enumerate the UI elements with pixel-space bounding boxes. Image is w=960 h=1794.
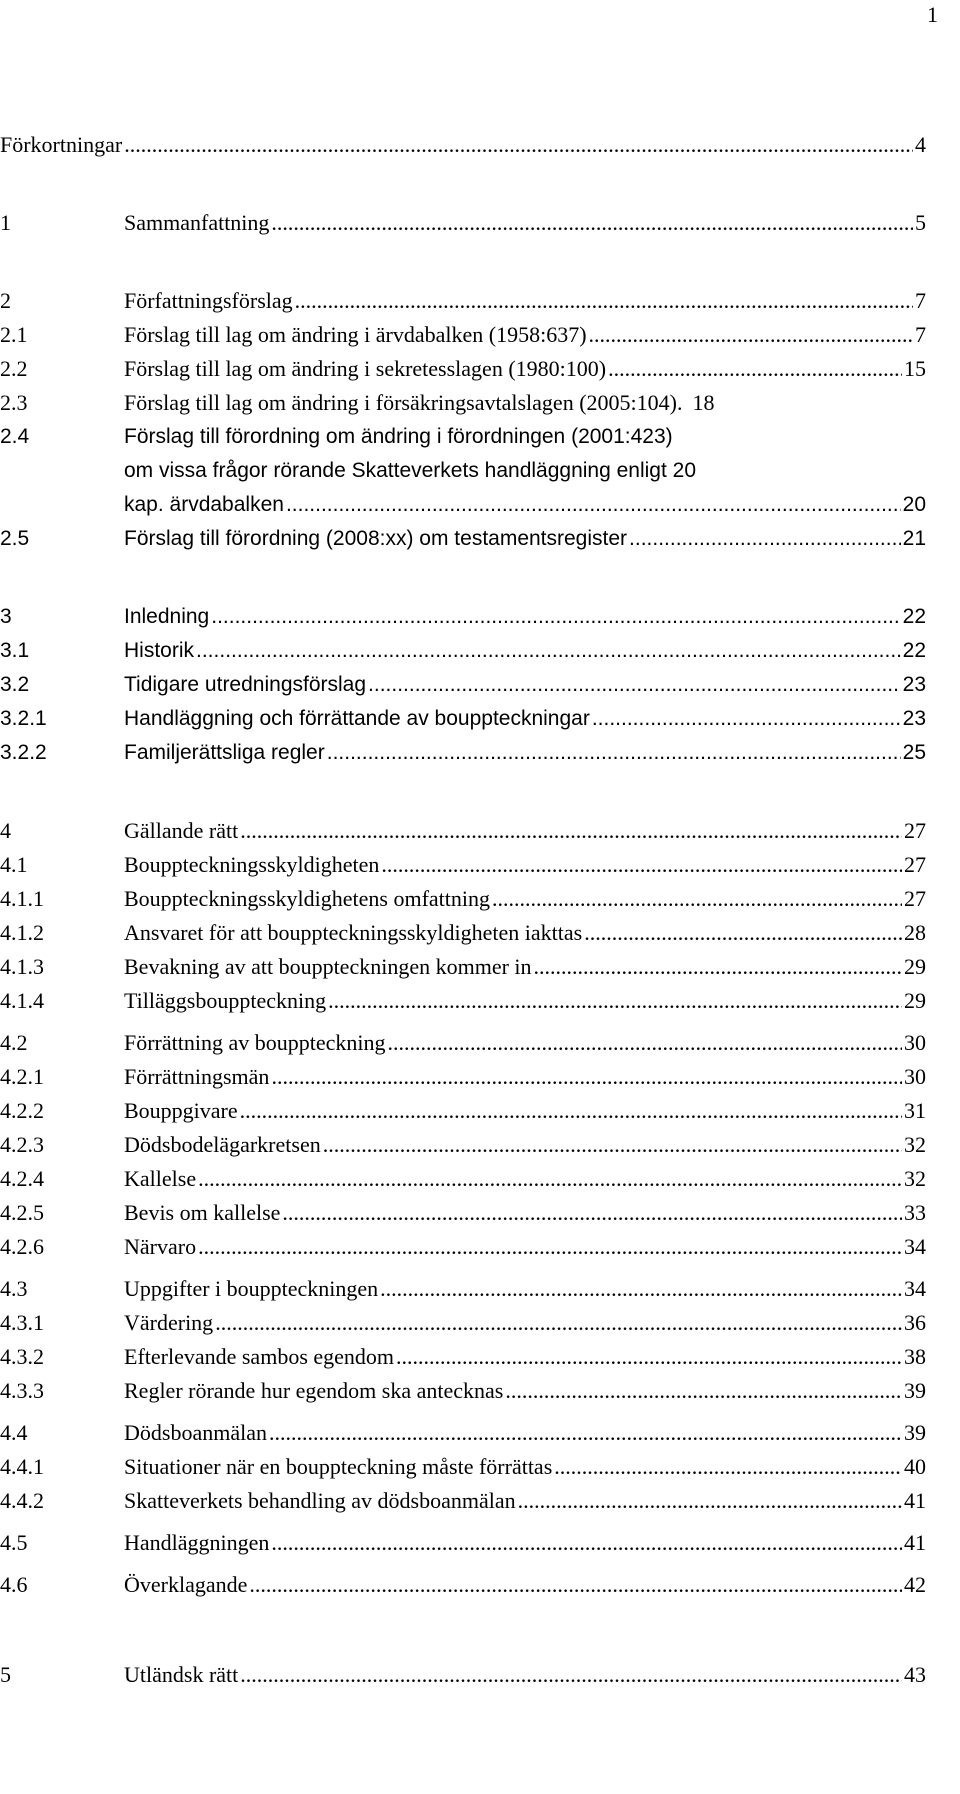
leader-dots: [196, 634, 901, 668]
toc-entry-title: Bevakning av att bouppteckningen kommer in: [124, 954, 532, 979]
toc-entry-title: Förkortningar: [0, 132, 123, 157]
toc-entry-title: Förrättning av bouppteckning: [124, 1030, 386, 1055]
toc-entry-page: 25: [902, 741, 926, 764]
toc-entry-title: Situationer när en bouppteckning måste förrättas: [124, 1454, 553, 1479]
toc-entry-number: 4.1.2: [0, 920, 44, 945]
toc-entry-page: 29: [904, 988, 926, 1013]
leader-dots: [584, 916, 902, 950]
toc-entry-page: 39: [904, 1378, 926, 1403]
toc-entry-page: 23: [902, 707, 926, 730]
toc-entry-title: Ansvaret för att bouppteckningsskyldigheten iakttas: [124, 920, 583, 945]
toc-entry-title: Dödsboanmälan: [124, 1420, 267, 1445]
toc-entry-page: 27: [904, 852, 926, 877]
toc-entry-4-3[interactable]: [0, 1272, 926, 1306]
leader-dots: [396, 1340, 902, 1374]
toc-entry-number: 5: [0, 1662, 11, 1687]
toc-entry-title: Historik: [124, 639, 195, 662]
toc-entry-4-4-1[interactable]: [0, 1450, 926, 1484]
leader-dots: [295, 284, 913, 318]
toc-entry-number: 4.4.2: [0, 1488, 44, 1513]
toc-entry-page: 21: [902, 527, 926, 550]
toc-entry-number: 4.2: [0, 1030, 28, 1055]
toc-entry-page: 32: [904, 1166, 926, 1191]
leader-dots: [215, 1306, 902, 1340]
toc-entry-number: 4.2.5: [0, 1200, 44, 1225]
toc-entry-title: Bouppteckningsskyldigheten: [124, 852, 380, 877]
toc-entry-4-2-6[interactable]: [0, 1230, 926, 1264]
toc-entry-page: 4: [915, 132, 926, 157]
toc-entry-number: 4: [0, 818, 11, 843]
toc-entry-2-2[interactable]: [0, 352, 926, 386]
toc-entry-number: 2.4: [0, 425, 30, 448]
toc-entry-title: Värdering: [124, 1310, 214, 1335]
toc-entry-4-2-3[interactable]: [0, 1128, 926, 1162]
leader-dots: [323, 1128, 902, 1162]
leader-dots: [271, 206, 913, 240]
toc-entry-page: 27: [904, 818, 926, 843]
toc-entry-4-1-1[interactable]: [0, 882, 926, 916]
toc-entry-page: 22: [902, 605, 926, 628]
toc-entry-2[interactable]: [0, 284, 926, 318]
toc-entry-title: Utländsk rätt: [124, 1662, 239, 1687]
toc-entry-number: 2.1: [0, 322, 28, 347]
toc-entry-4-5[interactable]: [0, 1526, 926, 1560]
toc-entry-number: 4.5: [0, 1530, 28, 1555]
toc-entry-title: Gällande rätt: [124, 818, 239, 843]
toc-entry-page: 31: [904, 1098, 926, 1123]
page-number: 1: [927, 2, 938, 27]
toc-entry-title: Förrättningsmän: [124, 1064, 270, 1089]
toc-entry-title: Författningsförslag: [124, 288, 293, 313]
leader-dots: [492, 882, 902, 916]
toc-entry-3-2-1[interactable]: [0, 702, 926, 736]
leader-dots: [328, 984, 902, 1018]
toc-entry-number: 4.2.2: [0, 1098, 44, 1123]
toc-entry-2-3[interactable]: [0, 386, 926, 420]
toc-entry-page: 5: [915, 210, 926, 235]
toc-entry-number: 4.1.1: [0, 886, 44, 911]
toc-entry-page: 36: [904, 1310, 926, 1335]
toc-entry-page: 34: [904, 1276, 926, 1301]
leader-dots: [505, 1374, 902, 1408]
toc-entry-3-2[interactable]: [0, 668, 926, 702]
toc-entry-3-1[interactable]: [0, 634, 926, 668]
toc-entry-page: 7: [915, 322, 926, 347]
toc-entry-title: Kallelse: [124, 1166, 197, 1191]
toc-entry-page: 42: [904, 1572, 926, 1597]
toc-entry-title: Bouppgivare: [124, 1098, 238, 1123]
toc-entry-number: 1: [0, 210, 11, 235]
leader-dots: [608, 352, 902, 386]
toc-entry-number: 3.2: [0, 673, 30, 696]
toc-entry-number: 4.3.3: [0, 1378, 44, 1403]
leader-dots: [629, 522, 901, 556]
toc-entry-title: Handläggningen: [124, 1530, 270, 1555]
toc-entry-number: 4.1: [0, 852, 28, 877]
leader-dots: [198, 1162, 902, 1196]
toc-entry-page: 23: [902, 673, 926, 696]
toc-entry-title: Familjerättsliga regler: [124, 741, 325, 764]
toc-entry-page: 41: [904, 1488, 926, 1513]
toc-entry-forkortningar[interactable]: [0, 128, 926, 162]
toc-entry-number: 4.2.1: [0, 1064, 44, 1089]
toc-entry-3[interactable]: [0, 600, 926, 634]
toc-entry-page: 33: [904, 1200, 926, 1225]
toc-entry-title-line-3: kap. ärvdabalken: [124, 493, 284, 516]
toc-entry-page: 40: [904, 1454, 926, 1479]
toc-entry-page: 27: [904, 886, 926, 911]
leader-dots: [589, 318, 913, 352]
leader-dots: [534, 950, 902, 984]
toc-entry-title: Överklagande: [124, 1572, 248, 1597]
leader-dots: [368, 668, 901, 702]
toc-entry-4-2-5[interactable]: [0, 1196, 926, 1230]
toc-entry-title: Efterlevande sambos egendom: [124, 1344, 395, 1369]
toc-entry-title: Inledning: [124, 605, 210, 628]
toc-entry-title: Bevis om kallelse: [124, 1200, 281, 1225]
toc-entry-4-1-4[interactable]: [0, 984, 926, 1018]
toc-entry-page: 30: [904, 1030, 926, 1055]
toc-entry-title: Skatteverkets behandling av dödsboanmälan: [124, 1488, 516, 1513]
toc-entry-page: 30: [904, 1064, 926, 1089]
toc-entry-title: Bouppteckningsskyldighetens omfattning: [124, 886, 491, 911]
toc-entry-number: 2.5: [0, 527, 30, 550]
leader-dots: [240, 1658, 902, 1692]
leader-dots: [271, 1060, 902, 1094]
leader-dots: [211, 600, 900, 634]
toc-entry-title: Förslag till förordning (2008:xx) om testamentsregister: [124, 527, 628, 550]
toc-entry-title: Tidigare utredningsförslag: [124, 673, 367, 696]
toc-entry-title: Sammanfattning: [124, 210, 270, 235]
leader-dots: [381, 848, 902, 882]
toc-entry-page: 20: [902, 493, 926, 516]
toc-entry-4[interactable]: [0, 814, 926, 848]
toc-entry-number: 4.6: [0, 1572, 28, 1597]
toc-entry-4-6[interactable]: [0, 1568, 926, 1602]
toc-entry-page: 22: [902, 639, 926, 662]
toc-entry-page: 15: [904, 356, 926, 381]
leader-dots: [240, 814, 902, 848]
toc-entry-title: Dödsbodelägarkretsen: [124, 1132, 321, 1157]
toc-entry-title: Handläggning och förrättande av bouppteckningar: [124, 707, 590, 730]
toc-entry-page: 18: [692, 390, 715, 415]
toc-entry-1[interactable]: [0, 206, 926, 240]
toc-entry-number: 3: [0, 605, 12, 628]
toc-entry-number: 4.1.4: [0, 988, 44, 1013]
toc-entry-4-3-1[interactable]: [0, 1306, 926, 1340]
toc-entry-number: 2.3: [0, 390, 28, 415]
toc-entry-4-1-3[interactable]: [0, 950, 926, 984]
toc-entry-title: Uppgifter i bouppteckningen: [124, 1276, 379, 1301]
leader-dots: [327, 736, 901, 770]
leader-dots: [240, 1094, 902, 1128]
toc-entry-number: 4.4.1: [0, 1454, 44, 1479]
toc-entry-title: Tilläggsbouppteckning: [124, 988, 327, 1013]
leader-dots: [380, 1272, 902, 1306]
leader-dots: [282, 1196, 902, 1230]
leader-dots: [198, 1230, 902, 1264]
toc-entry-number: 4.3: [0, 1276, 28, 1301]
toc-entry-2-5[interactable]: [0, 522, 926, 556]
toc-entry-4-1-2[interactable]: [0, 916, 926, 950]
toc-entry-number: 3.2.1: [0, 707, 47, 730]
toc-entry-3-2-2[interactable]: [0, 736, 926, 770]
leader-dots: [518, 1484, 902, 1518]
toc-entry-4-2-2[interactable]: [0, 1094, 926, 1128]
toc-entry-4-3-3[interactable]: [0, 1374, 926, 1408]
toc-entry-4-2-1[interactable]: [0, 1060, 926, 1094]
toc-entry-4-2[interactable]: [0, 1026, 926, 1060]
leader-dots: [286, 488, 901, 522]
toc-entry-4-4[interactable]: [0, 1416, 926, 1450]
toc-entry-number: 4.4: [0, 1420, 28, 1445]
toc-entry-number: 4.1.3: [0, 954, 44, 979]
toc-entry-number: 3.1: [0, 639, 30, 662]
toc-entry-4-3-2[interactable]: [0, 1340, 926, 1374]
leader-dots: [388, 1026, 902, 1060]
toc-entry-title: Förslag till lag om ändring i ärvdabalken (1958:637): [124, 322, 587, 347]
toc-entry-number: 4.3.1: [0, 1310, 44, 1335]
toc-entry-page: 39: [904, 1420, 926, 1445]
toc-entry-4-2-4[interactable]: [0, 1162, 926, 1196]
toc-entry-number: 3.2.2: [0, 741, 47, 764]
toc-entry-title: Närvaro: [124, 1234, 197, 1259]
toc-entry-title: Förslag till lag om ändring i sekretesslagen (1980:100): [124, 356, 607, 381]
toc-entry-number: 4.2.6: [0, 1234, 44, 1259]
toc-entry-4-1[interactable]: [0, 848, 926, 882]
toc-entry-page: 28: [904, 920, 926, 945]
toc-entry-title: Regler rörande hur egendom ska antecknas: [124, 1378, 504, 1403]
leader-dots: [554, 1450, 902, 1484]
toc-entry-title: Förslag till lag om ändring i försäkringsavtalslagen (2005:104).: [124, 390, 683, 415]
toc-entry-page: 38: [904, 1344, 926, 1369]
toc-entry-page: 41: [904, 1530, 926, 1555]
toc-entry-number: 4.2.4: [0, 1166, 44, 1191]
toc-entry-2-4[interactable]: [0, 420, 926, 522]
toc-entry-2-1[interactable]: [0, 318, 926, 352]
toc-entry-title-line-2: om vissa frågor rörande Skatteverkets handläggning enligt 20: [124, 459, 697, 482]
toc-entry-page: 34: [904, 1234, 926, 1259]
toc-entry-number: 4.3.2: [0, 1344, 44, 1369]
toc-entry-page: 43: [904, 1662, 926, 1687]
leader-dots: [249, 1568, 902, 1602]
toc-entry-number: 4.2.3: [0, 1132, 44, 1157]
toc-entry-title-line-1: Förslag till förordning om ändring i förordningen (2001:423): [124, 425, 673, 448]
toc-entry-5[interactable]: [0, 1658, 926, 1692]
toc-entry-number: 2.2: [0, 356, 28, 381]
table-of-contents: [0, 128, 926, 1692]
leader-dots: [269, 1416, 902, 1450]
leader-dots: [124, 128, 913, 162]
toc-entry-page: 7: [915, 288, 926, 313]
toc-entry-4-4-2[interactable]: [0, 1484, 926, 1518]
toc-entry-page: 32: [904, 1132, 926, 1157]
leader-dots: [592, 702, 901, 736]
toc-entry-page: 29: [904, 954, 926, 979]
toc-entry-number: 2: [0, 288, 11, 313]
leader-dots: [271, 1526, 902, 1560]
